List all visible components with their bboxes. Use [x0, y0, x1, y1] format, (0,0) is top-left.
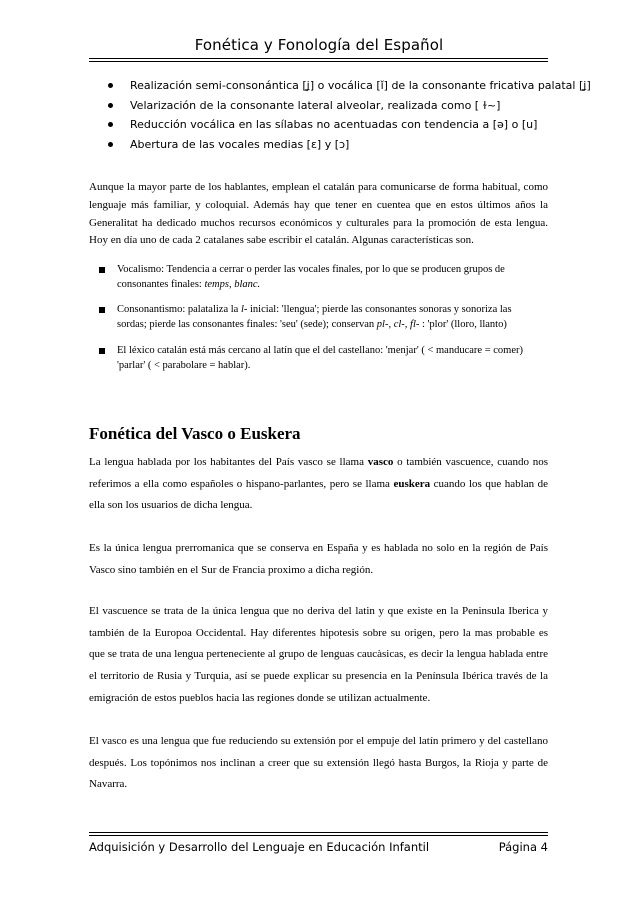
footer-course-title: Adquisición y Desarrollo del Lenguaje en Educación Infantil — [89, 840, 430, 854]
body-paragraph: El vasco es una lengua que fue reduciendo su extensión por el empuje del latín primero y del castellano después. Los topónimos nos inclinan a creer que su extensión llegó hasta Burgos, la Rioja y parte de Navarra. — [89, 735, 548, 791]
list-item: Abertura de las vocales medias [ɛ] y [ɔ] — [104, 135, 544, 155]
footer-rule-second — [89, 835, 548, 836]
catalan-feature-list — [97, 343, 537, 374]
header-rule-second — [89, 61, 548, 62]
list-item: Vocalismo: Tendencia a cerrar o perder las vocales finales, por lo que se producen grupos de consonantes finales: temps, blanc. — [97, 262, 537, 293]
body-paragraph: Es la única lengua prerromanica que se conserva en España y es hablada no solo en la región de País Vasco sino también en el Sur de Francia proximo a dicha región. — [89, 542, 548, 576]
phonetic-features-list — [104, 76, 591, 154]
page-header-title: Fonética y Fonología del Español — [194, 36, 444, 54]
list-item: Reducción vocálica en las sílabas no acentuadas con tendencia a [ə] o [u] — [104, 115, 544, 135]
list-item: Consonantismo: palataliza la l- inicial: 'llengua'; pierde las consonantes sonoras y sonoriza las sordas; pierde las consonantes finales: 'seu' (sede); conservan pl-, cl-, fl- : 'plor' (lloro, llanto) — [97, 302, 537, 333]
square-bullet-icon — [99, 267, 105, 273]
catalan-feature-list — [97, 302, 537, 333]
bullet-icon — [108, 83, 113, 88]
footer-rule — [89, 832, 548, 833]
bullet-icon — [108, 142, 113, 147]
bullet-icon — [108, 122, 113, 127]
page-number: Página 4 — [498, 840, 548, 854]
square-bullet-icon — [99, 307, 105, 313]
catalan-feature-list — [97, 262, 537, 293]
list-item: Velarización de la consonante lateral alveolar, realizada como [ ɫ~] — [104, 96, 544, 116]
square-bullet-icon — [99, 348, 105, 354]
list-item: Realización semi-consonántica [ʝ] o vocálica [ǐ] de la consonante fricativa palatal [ʝ] — [104, 76, 544, 96]
body-paragraph: La lengua hablada por los habitantes del País vasco se llama vasco o también vascuence, cuando nos referimos a ella como españoles o hispano-parlantes, pero se llama euskera cuando los que hablan de ella son los usuarios de dicha lengua. — [89, 456, 549, 512]
header-rule — [89, 58, 548, 59]
bullet-icon — [108, 103, 113, 108]
body-paragraph: El vascuence se trata de la única lengua que no deriva del latin y que existe en la Peninsula Iberica y también de la Europoa Occidental. Hay diferentes hipotesis sobre su origen, pero la mas probable es que se trata de una lengua perteneciente al grupo de lenguas caucàsicas, es decir la lengua hablada entre el territorio de Rusia y Turquia, así se puede explicar su presencia en la Península Ibérica través de la emigración de estos pueblos hacia las regiones donde se utilizan actualmente. — [89, 605, 548, 704]
section-heading: Fonética del Vasco o Euskera — [89, 424, 301, 443]
list-item: El léxico catalán está más cercano al latín que el del castellano: 'menjar' ( < manducare = comer) 'parlar' ( < parabolare = hablar). — [97, 343, 537, 374]
catalan-paragraph: Aunque la mayor parte de los hablantes, emplean el catalán para comunicarse de forma habitual, como lenguaje más familiar, y coloquial. Además hay que tener en cuentea que en estos últimos años la Generalitat ha dedicado muchos recursos económicos y culturales para la promoción de esta lengua. Hoy en día uno de cada 2 catalanes sabe escribir el catalán. Algunas características son. — [89, 181, 548, 247]
